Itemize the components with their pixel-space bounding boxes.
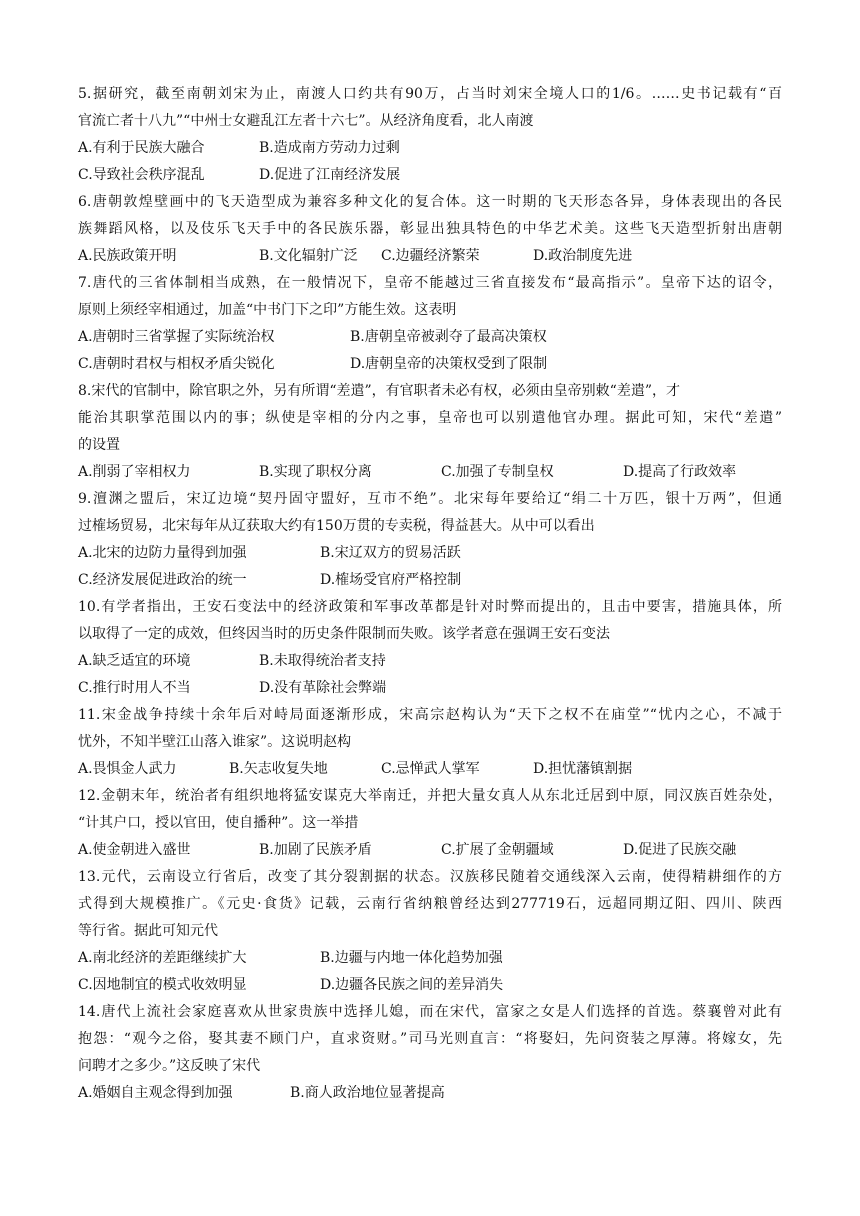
question-5-option-a[interactable]: A.有利于民族大融合 — [78, 140, 205, 156]
question-5-option-b[interactable]: B.造成南方劳动力过剩 — [259, 140, 400, 156]
question-7-line-2: 原则上须经宰相通过，加盖“中书门下之印”方能生效。这表明 — [78, 302, 457, 318]
question-9-line-2: 过榷场贸易，北宋每年从辽获取大约有150万贯的专卖税，得益甚大。从中可以看出 — [78, 518, 595, 534]
question-11-option-b[interactable]: B.矢志收复失地 — [229, 761, 328, 777]
question-14-line-1: 14.唐代上流社会家庭喜欢从世家贵族中选择儿媳，而在宋代，富家之女是人们选择的首选。蔡襄曾对此有 — [78, 1004, 782, 1020]
question-14-option-a[interactable]: A.婚姻自主观念得到加强 — [78, 1085, 233, 1101]
question-7-line-1: 7.唐代的三省体制相当成熟，在一般情况下，皇帝不能越过三省直接发布“最高指示”。皇帝下达的诏令， — [78, 275, 782, 291]
question-14-option-b[interactable]: B.商人政治地位显著提高 — [290, 1085, 445, 1101]
question-8-option-a[interactable]: A.削弱了宰相权力 — [78, 464, 191, 480]
question-7-option-d[interactable]: D.唐朝皇帝的决策权受到了限制 — [350, 356, 548, 372]
question-14-line-3: 问聘才之多少。”这反映了宋代 — [78, 1058, 261, 1074]
question-8-line-3: 的设置 — [78, 437, 120, 453]
question-10-line-2: 以取得了一定的成效，但终因当时的历史条件限制而失败。该学者意在强调王安石变法 — [78, 626, 610, 642]
question-6-line-2: 族舞蹈风格，以及伎乐飞天手中的各民族乐器，彰显出独具特色的中华艺术美。这些飞天造型折射出唐朝 — [78, 221, 782, 237]
question-7-option-c[interactable]: C.唐朝时君权与相权矛盾尖锐化 — [78, 356, 275, 372]
question-10-option-c[interactable]: C.推行时用人不当 — [78, 680, 191, 696]
question-9-option-c[interactable]: C.经济发展促进政治的统一 — [78, 572, 247, 588]
question-9-line-1: 9.澶渊之盟后，宋辽边境“契丹固守盟好，互市不绝”。北宋每年要给辽“绢二十万匹，银十万两”，但通 — [78, 491, 782, 507]
question-5-option-c[interactable]: C.导致社会秩序混乱 — [78, 167, 205, 183]
question-11-option-c[interactable]: C.忌惮武人掌军 — [381, 761, 480, 777]
question-12-option-a[interactable]: A.使金朝进入盛世 — [78, 842, 191, 858]
question-10-option-a[interactable]: A.缺乏适宜的环境 — [78, 653, 191, 669]
question-12-option-d[interactable]: D.促进了民族交融 — [623, 842, 737, 858]
question-5-line-2: 官流亡者十八九”“中州士女避乱江左者十六七”。从经济角度看，北人南渡 — [78, 113, 534, 129]
question-13-option-b[interactable]: B.边疆与内地一体化趋势加强 — [320, 950, 503, 966]
question-12-option-b[interactable]: B.加剧了民族矛盾 — [259, 842, 372, 858]
question-13-option-a[interactable]: A.南北经济的差距继续扩大 — [78, 950, 247, 966]
question-11-option-d[interactable]: D.担忧藩镇割据 — [533, 761, 633, 777]
question-13-line-2: 式得到大规模推广。《元史·食货》记载，云南行省纳粮曾经达到277719石，远超同期辽阳、四川、陕西 — [78, 896, 782, 912]
question-8-option-b[interactable]: B.实现了职权分离 — [259, 464, 372, 480]
question-11-line-2: 忧外，不知半壁江山落入谁家”。这说明赵构 — [78, 734, 352, 750]
question-10-option-b[interactable]: B.未取得统治者支持 — [259, 653, 386, 669]
question-11-option-a[interactable]: A.畏惧金人武力 — [78, 761, 177, 777]
question-6-option-d[interactable]: D.政治制度先进 — [533, 248, 633, 264]
question-9-option-a[interactable]: A.北宋的边防力量得到加强 — [78, 545, 247, 561]
question-7-option-a[interactable]: A.唐朝时三省掌握了实际统治权 — [78, 329, 275, 345]
question-9-option-b[interactable]: B.宋辽双方的贸易活跃 — [320, 545, 461, 561]
question-13-option-c[interactable]: C.因地制宜的模式收效明显 — [78, 977, 247, 993]
question-12-option-c[interactable]: C.扩展了金朝疆域 — [441, 842, 554, 858]
question-6-line-1: 6.唐朝敦煌壁画中的飞天造型成为兼容多种文化的复合体。这一时期的飞天形态各异，身体表现出的各民 — [78, 194, 782, 210]
question-5-line-1: 5.据研究，截至南朝刘宋为止，南渡人口约共有90万，占当时刘宋全境人口的1/6。……史书记载有“百 — [78, 86, 782, 102]
question-14-line-2: 抱怨：“观今之俗，娶其妻不顾门户，直求资财。”司马光则直言：“将娶妇，先问资装之厚薄。将嫁女，先 — [78, 1031, 782, 1047]
question-8-line-2: 能治其职掌范围以内的事；纵使是宰相的分内之事，皇帝也可以别遣他官办理。据此可知，宋代“差遣” — [78, 410, 782, 426]
question-8-option-d[interactable]: D.提高了行政效率 — [623, 464, 737, 480]
question-7-option-b[interactable]: B.唐朝皇帝被剥夺了最高决策权 — [350, 329, 547, 345]
question-12-line-2: “计其户口，授以官田，使自播种”。这一举措 — [78, 815, 359, 831]
question-9-option-d[interactable]: D.榷场受官府严格控制 — [320, 572, 462, 588]
question-5-option-d[interactable]: D.促进了江南经济发展 — [259, 167, 401, 183]
question-6-option-b[interactable]: B.文化辐射广泛 — [259, 248, 358, 264]
question-13-line-3: 等行省。据此可知元代 — [78, 923, 218, 939]
question-10-option-d[interactable]: D.没有革除社会弊端 — [259, 680, 387, 696]
question-13-option-d[interactable]: D.边疆各民族之间的差异消失 — [320, 977, 504, 993]
question-8-option-c[interactable]: C.加强了专制皇权 — [441, 464, 554, 480]
question-11-line-1: 11.宋金战争持续十余年后对峙局面逐渐形成，宋高宗赵构认为“天下之权不在庙堂”“忧内之心，不减于 — [78, 707, 782, 723]
question-13-line-1: 13.元代，云南设立行省后，改变了其分裂割据的状态。汉族移民随着交通线深入云南，使得精耕细作的方 — [78, 869, 782, 885]
question-6-option-a[interactable]: A.民族政策开明 — [78, 248, 177, 264]
question-8-line-1: 8.宋代的官制中，除官职之外，另有所谓“差遣”，有官职者未必有权，必须由皇帝别敕“差遣”，才 — [78, 383, 680, 399]
question-10-line-1: 10.有学者指出，王安石变法中的经济政策和军事改革都是针对时弊而提出的，且击中要害，措施具体，所 — [78, 599, 782, 615]
question-12-line-1: 12.金朝末年，统治者有组织地将猛安谋克大举南迁，并把大量女真人从东北迁居到中原，同汉族百姓杂处， — [78, 788, 782, 804]
question-6-option-c[interactable]: C.边疆经济繁荣 — [381, 248, 480, 264]
